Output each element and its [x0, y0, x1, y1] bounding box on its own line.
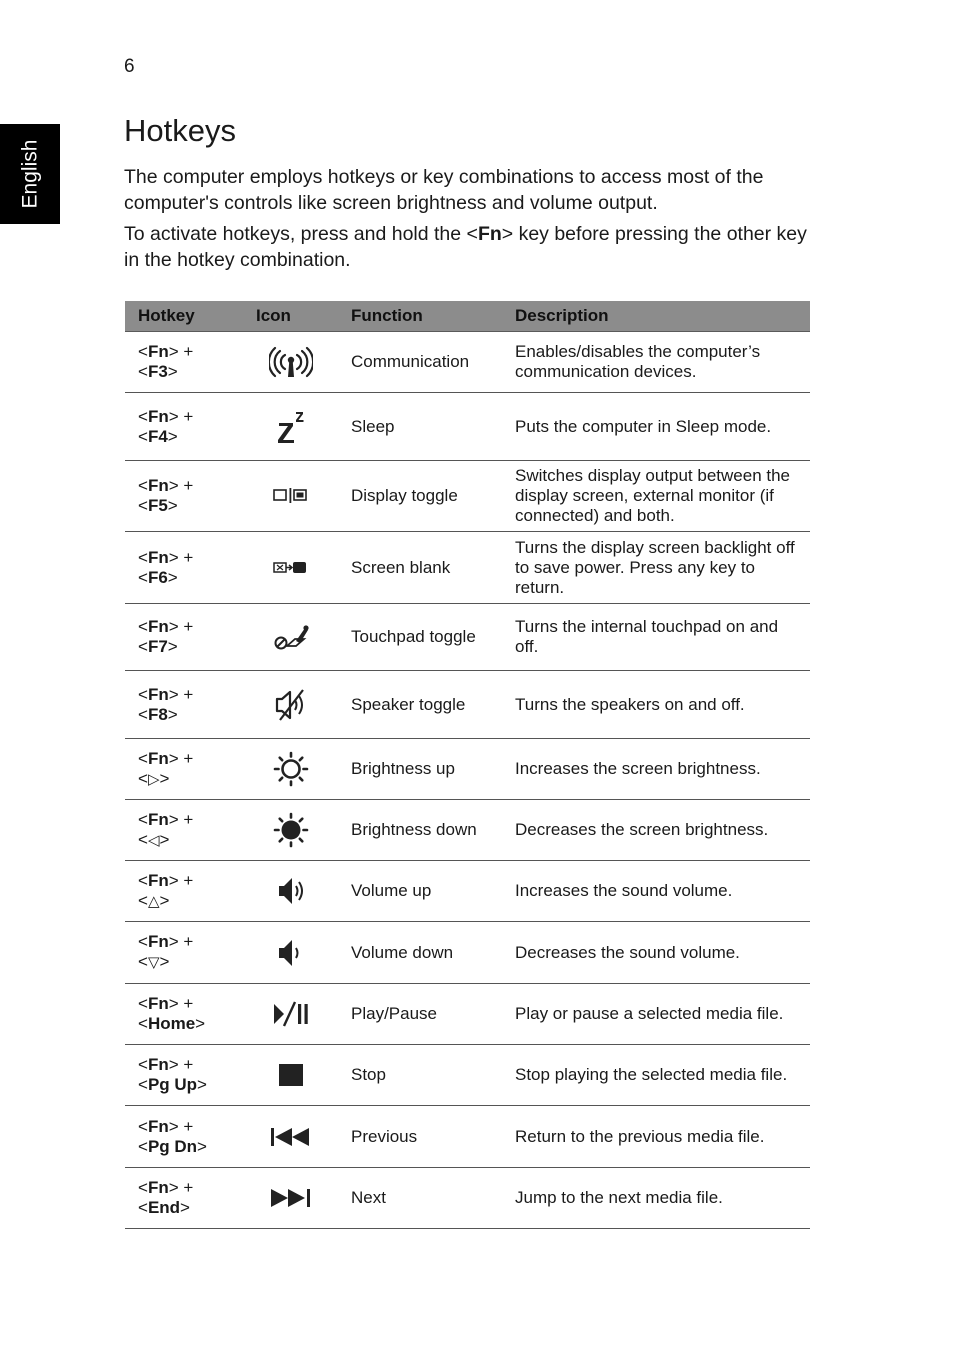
hotkey-cell: <Fn> + <Pg Up>: [125, 1045, 243, 1106]
hotkey-modifier: Fn: [147, 406, 169, 426]
description-cell: Play or pause a selected media file.: [502, 984, 810, 1045]
hotkey-modifier: Fn: [147, 1116, 169, 1136]
hotkey-modifier: Fn: [147, 342, 169, 361]
hotkey-cell: <Fn> + <F5>: [125, 461, 243, 532]
table-header-row: [125, 301, 810, 332]
page-title: Hotkeys: [124, 113, 236, 148]
hotkey-modifier: Fn: [147, 1178, 169, 1197]
description-cell: Puts the computer in Sleep mode.: [502, 393, 810, 461]
hotkey-cell: <Fn> + <F3>: [125, 332, 243, 393]
function-cell: Brightness down: [338, 800, 502, 861]
function-cell: Play/Pause: [338, 984, 502, 1045]
header-function: Function: [338, 301, 502, 332]
hotkey-cell: <Fn> + <F4>: [125, 393, 243, 461]
function-cell: Sleep: [338, 393, 502, 461]
hotkey-modifier: Fn: [147, 809, 169, 829]
function-cell: Volume down: [338, 922, 502, 984]
description-cell: Turns the display screen backlight off to save power. Press any key to return.: [502, 532, 810, 604]
hotkey-key: ◁: [147, 831, 160, 849]
brightness-down-icon: [243, 800, 338, 861]
description-cell: Turns the internal touchpad on and off.: [502, 604, 810, 671]
description-cell: Decreases the sound volume.: [502, 922, 810, 984]
play-pause-icon: [243, 984, 338, 1045]
hotkey-modifier: Fn: [147, 684, 169, 704]
table-row: [125, 671, 810, 739]
table-row: [125, 393, 810, 461]
function-cell: Display toggle: [338, 461, 502, 532]
hotkey-key: End: [147, 1198, 181, 1217]
intro-paragraph: The computer employs hotkeys or key combinations to access most of the computer's controls like screen brightness and volume output.: [124, 166, 764, 214]
table-row: [125, 1168, 810, 1229]
hotkey-cell: <Fn> + <End>: [125, 1168, 243, 1229]
hotkey-cell: <Fn> + <▽>: [125, 922, 243, 984]
description-cell: Stop playing the selected media file.: [502, 1045, 810, 1106]
brightness-up-icon: [243, 739, 338, 800]
table-row: [125, 800, 810, 861]
hotkey-modifier: Fn: [147, 1055, 169, 1074]
hotkey-key: Pg Up: [147, 1075, 198, 1094]
language-label: English: [18, 139, 42, 209]
header-hotkey: Hotkey: [125, 301, 243, 332]
table-row: [125, 861, 810, 922]
function-cell: Stop: [338, 1045, 502, 1106]
description-cell: Increases the screen brightness.: [502, 739, 810, 800]
hotkey-cell: <Fn> + <▷>: [125, 739, 243, 800]
table-row: [125, 332, 810, 393]
table-row: [125, 461, 810, 532]
hotkeys-table: [125, 301, 810, 1229]
table-row: [125, 922, 810, 984]
hotkey-key: Pg Dn: [147, 1136, 198, 1156]
function-cell: Speaker toggle: [338, 671, 502, 739]
hotkey-modifier: Fn: [147, 547, 169, 567]
hotkey-modifier: Fn: [147, 932, 169, 951]
hotkey-key: △: [147, 892, 160, 910]
description-cell: Enables/disables the computer’s communication devices.: [502, 332, 810, 393]
next-icon: [243, 1168, 338, 1229]
hotkey-modifier: Fn: [147, 748, 169, 768]
hotkey-key: F3: [147, 362, 168, 381]
touchpad-toggle-icon: [243, 604, 338, 671]
display-toggle-icon: [243, 461, 338, 532]
function-cell: Communication: [338, 332, 502, 393]
hotkey-cell: <Fn> + <△>: [125, 861, 243, 922]
header-icon: Icon: [243, 301, 338, 332]
stop-icon: [243, 1045, 338, 1106]
description-cell: Turns the speakers on and off.: [502, 671, 810, 739]
description-cell: Switches display output between the display screen, external monitor (if connected) and both.: [502, 461, 810, 532]
description-cell: Jump to the next media file.: [502, 1168, 810, 1229]
hotkey-key: ▽: [147, 954, 160, 971]
hotkey-modifier: Fn: [147, 617, 169, 636]
function-cell: Next: [338, 1168, 502, 1229]
hotkey-key: F5: [147, 496, 168, 515]
hotkey-key: F6: [147, 567, 168, 587]
description-cell: Increases the sound volume.: [502, 861, 810, 922]
hotkey-key: F7: [147, 637, 168, 656]
hotkey-cell: <Fn> + <◁>: [125, 800, 243, 861]
previous-icon: [243, 1106, 338, 1168]
communication-icon: [243, 332, 338, 393]
volume-up-icon: [243, 861, 338, 922]
activation-text-before: To activate hotkeys, press and hold the <: [124, 223, 478, 245]
activation-paragraph: [124, 221, 814, 273]
table-row: [125, 1045, 810, 1106]
header-description: Description: [502, 301, 810, 332]
hotkey-key: F8: [147, 704, 168, 724]
hotkey-key: ▷: [147, 770, 160, 788]
speaker-toggle-icon: [243, 671, 338, 739]
table-row: [125, 739, 810, 800]
page-number: 6: [124, 56, 135, 77]
language-side-tab: [0, 124, 60, 224]
table-row: [125, 604, 810, 671]
hotkey-modifier: Fn: [147, 994, 169, 1013]
activation-text-after: > key before pressing the other key in the hotkey combination.: [124, 223, 807, 271]
hotkey-key: F4: [147, 426, 168, 446]
hotkey-modifier: Fn: [147, 870, 169, 890]
hotkey-cell: <Fn> + <F6>: [125, 532, 243, 604]
function-cell: Volume up: [338, 861, 502, 922]
table-row: [125, 984, 810, 1045]
table-row: [125, 1106, 810, 1168]
screen-blank-icon: [243, 532, 338, 604]
sleep-icon: [243, 393, 338, 461]
function-cell: Screen blank: [338, 532, 502, 604]
hotkey-modifier: Fn: [147, 476, 169, 495]
fn-key-text: Fn: [477, 223, 502, 245]
description-cell: Return to the previous media file.: [502, 1106, 810, 1168]
function-cell: Previous: [338, 1106, 502, 1168]
hotkey-cell: <Fn> + <Pg Dn>: [125, 1106, 243, 1168]
hotkey-cell: <Fn> + <Home>: [125, 984, 243, 1045]
volume-down-icon: [243, 922, 338, 984]
function-cell: Brightness up: [338, 739, 502, 800]
hotkey-cell: <Fn> + <F8>: [125, 671, 243, 739]
hotkey-key: Home: [147, 1014, 196, 1033]
description-cell: Decreases the screen brightness.: [502, 800, 810, 861]
table-row: [125, 532, 810, 604]
hotkey-cell: <Fn> + <F7>: [125, 604, 243, 671]
function-cell: Touchpad toggle: [338, 604, 502, 671]
